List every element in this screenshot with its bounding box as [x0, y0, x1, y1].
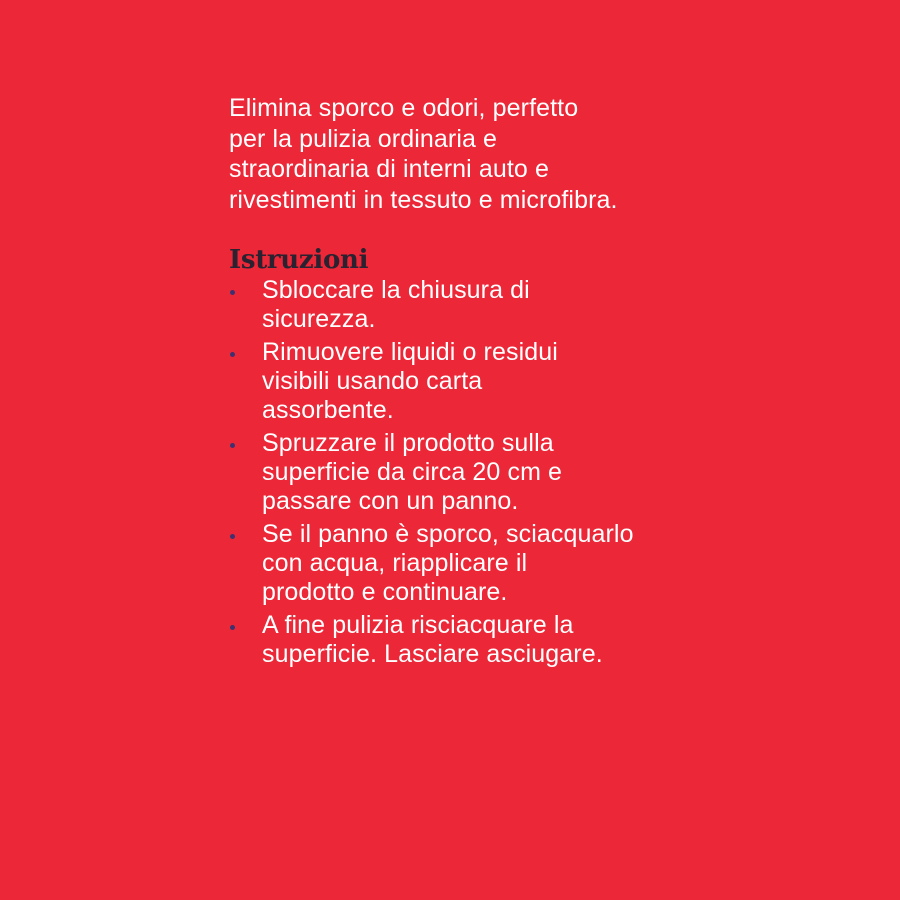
bullet-icon — [230, 443, 235, 448]
instruction-step — [229, 611, 789, 669]
instruction-step-text: Se il panno è sporco, sciacquarlo con acqua, riapplicare il prodotto e continuare. — [262, 520, 634, 606]
instruction-step — [229, 429, 789, 516]
product-description: Elimina sporco e odori, perfetto per la pulizia ordinaria e straordinaria di interni auto e rivestimenti in tessuto e microfibra. — [229, 94, 618, 214]
product-info — [229, 93, 789, 673]
instruction-step-text: Spruzzare il prodotto sulla superficie da circa 20 cm e passare con un panno. — [262, 429, 563, 515]
instruction-step-text: Rimuovere liquidi o residui visibili usando carta assorbente. — [262, 338, 558, 424]
bullet-icon — [230, 352, 235, 357]
bullet-icon — [230, 625, 235, 630]
instruction-step-text: Sbloccare la chiusura di sicurezza. — [262, 276, 530, 333]
instruction-step — [229, 276, 789, 334]
bullet-icon — [230, 534, 235, 539]
instruction-step-text: A fine pulizia risciacquare la superficie. Lasciare asciugare. — [262, 611, 603, 668]
instruction-step — [229, 338, 789, 425]
bullet-icon — [230, 290, 235, 295]
instruction-step — [229, 520, 789, 607]
instructions-list — [229, 276, 789, 669]
instructions-heading: Istruzioni — [229, 245, 369, 275]
